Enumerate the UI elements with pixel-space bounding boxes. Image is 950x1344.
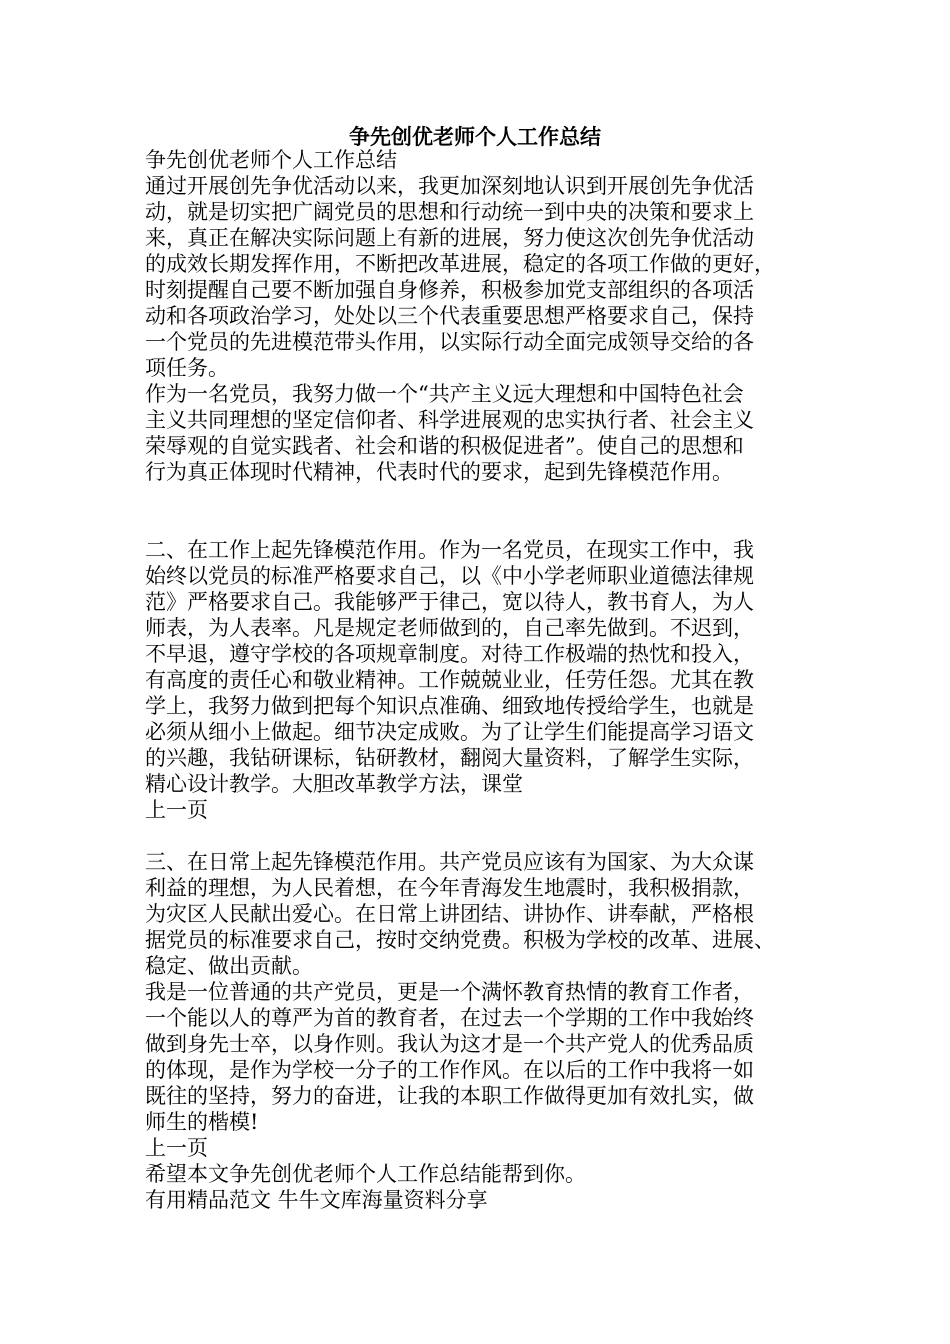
text-line: 希望本文争先创优老师个人工作总结能帮到你。 xyxy=(145,1162,586,1186)
text-line: 的体现，是作为学校一分子的工作作风。在以后的工作中我将一如 xyxy=(145,1058,754,1082)
blank-line xyxy=(145,511,825,537)
document-title: 争先创优老师个人工作总结 xyxy=(349,124,601,149)
text-line: 师生的楷模! xyxy=(145,1110,259,1134)
text-line: 学上，我努力做到把每个知识点准确、细致地传授给学生，也就是 xyxy=(145,694,754,718)
text-line: 利益的理想，为人民着想，在今年青海发生地震时，我积极捐款， xyxy=(145,876,754,900)
text-line: 一个能以人的尊严为首的教育者，在过去一个学期的工作中我始终 xyxy=(145,1006,754,1030)
blank-line xyxy=(145,823,825,849)
text-line: 据党员的标准要求自己，按时交纳党费。积极为学校的改革、进展、 xyxy=(145,928,775,952)
text-line: 必须从细小上做起。细节决定成败。为了让学生们能提高学习语文 xyxy=(145,720,754,744)
text-line: 来，真正在解决实际问题上有新的进展，努力使这次创先争优活动 xyxy=(145,226,754,250)
text-line: 精心设计教学。大胆改革教学方法，课堂 xyxy=(145,772,523,796)
text-line: 范》严格要求自己。我能够严于律己，宽以待人，教书育人，为人 xyxy=(145,590,754,614)
text-line: 行为真正体现时代精神，代表时代的要求，起到先锋模范作用。 xyxy=(145,460,733,484)
text-line: 有用精品范文 牛牛文库海量资料分享 xyxy=(145,1188,488,1212)
text-line: 作为一名党员，我努力做一个“共产主义远大理想和中国特色社会 xyxy=(145,382,744,406)
text-line: 稳定、做出贡献。 xyxy=(145,954,313,978)
document-body xyxy=(145,147,825,1213)
text-line: 动，就是切实把广阔党员的思想和行动统一到中央的决策和要求上 xyxy=(145,200,754,224)
text-line: 的兴趣，我钻研课标，钻研教材，翻阅大量资料，了解学生实际， xyxy=(145,746,754,770)
text-line: 始终以党员的标准严格要求自己，以《中小学老师职业道德法律规 xyxy=(145,564,754,588)
text-line: 做到身先士卒，以身作则。我认为这才是一个共产党人的优秀品质 xyxy=(145,1032,754,1056)
text-line: 时刻提醒自己要不断加强自身修养，积极参加党支部组织的各项活 xyxy=(145,278,754,302)
text-line: 师表，为人表率。凡是规定老师做到的，自己率先做到。不迟到， xyxy=(145,616,754,640)
text-line: 三、在日常上起先锋模范作用。共产党员应该有为国家、为大众谋 xyxy=(145,850,754,874)
text-line: 动和各项政治学习，处处以三个代表重要思想严格要求自己，保持 xyxy=(145,304,754,328)
text-line: 争先创优老师个人工作总结 xyxy=(145,148,397,172)
text-line: 的成效长期发挥作用，不断把改革进展，稳定的各项工作做的更好， xyxy=(145,252,775,276)
text-line: 二、在工作上起先锋模范作用。作为一名党员，在现实工作中，我 xyxy=(145,538,754,562)
text-line: 不早退，遵守学校的各项规章制度。对待工作极端的热忱和投入， xyxy=(145,642,754,666)
text-line: 我是一位普通的共产党员，更是一个满怀教育热情的教育工作者， xyxy=(145,980,754,1004)
text-line: 主义共同理想的坚定信仰者、科学进展观的忠实执行者、社会主义 xyxy=(145,408,754,432)
blank-line xyxy=(145,485,825,511)
previous-page-link[interactable]: 上一页 xyxy=(145,1136,208,1160)
previous-page-link[interactable]: 上一页 xyxy=(145,798,208,822)
text-line: 荣辱观的自觉实践者、社会和谐的积极促进者”。使自己的思想和 xyxy=(145,434,744,458)
text-line: 为灾区人民献出爱心。在日常上讲团结、讲协作、讲奉献，严格根 xyxy=(145,902,754,926)
text-line: 一个党员的先进模范带头作用，以实际行动全面完成领导交给的各 xyxy=(145,330,754,354)
text-line: 既往的坚持，努力的奋进，让我的本职工作做得更加有效扎实，做 xyxy=(145,1084,754,1108)
text-line: 有高度的责任心和敬业精神。工作兢兢业业，任劳任怨。尤其在教 xyxy=(145,668,754,692)
text-line: 通过开展创先争优活动以来，我更加深刻地认识到开展创先争优活 xyxy=(145,174,754,198)
text-line: 项任务。 xyxy=(145,356,229,380)
